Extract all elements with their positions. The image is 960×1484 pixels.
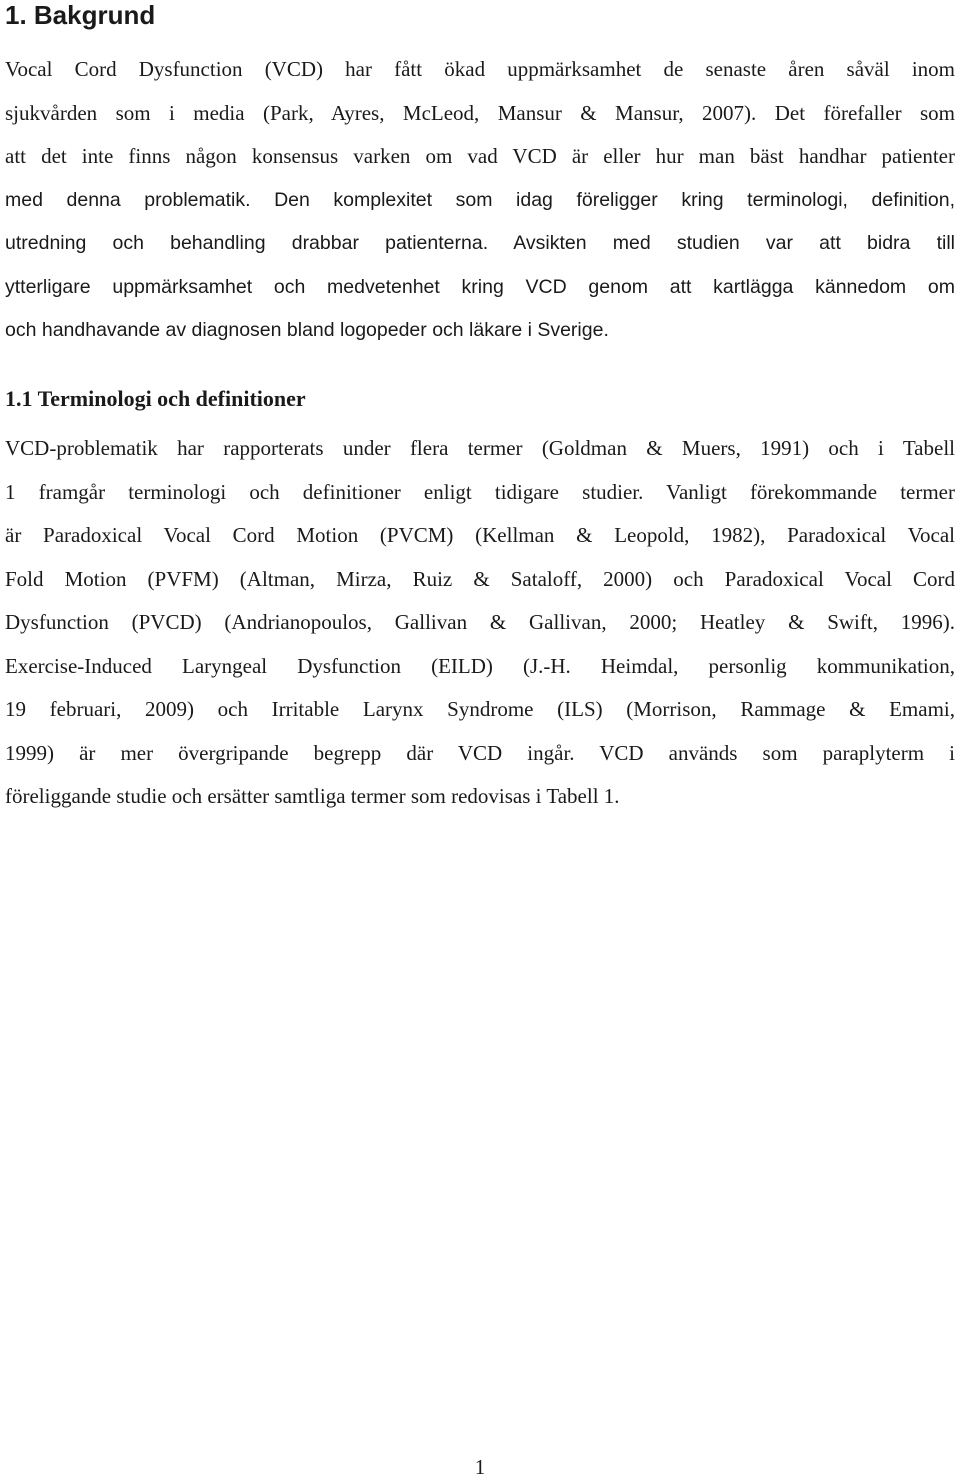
paragraph-line: 19 februari, 2009) och Irritable Larynx Syndrome (ILS) (Morrison, Rammage & Emami, [5, 697, 955, 721]
paragraph-line: att det inte finns någon konsensus varken om vad VCD är eller hur man bäst handhar patienter [5, 144, 955, 168]
page-number: 1 [474, 1455, 486, 1479]
paragraph-line: med denna problematik. Den komplexitet som idag föreligger kring terminologi, definition, [5, 188, 955, 211]
paragraph-line: Dysfunction (PVCD) (Andrianopoulos, Gallivan & Gallivan, 2000; Heatley & Swift, 1996). [5, 610, 955, 634]
paragraph-line: Exercise-Induced Laryngeal Dysfunction (EILD) (J.-H. Heimdal, personlig kommunikation, [5, 653, 955, 678]
paragraph-line: utredning och behandling drabbar patienterna. Avsikten med studien var att bidra till [5, 232, 955, 254]
paragraph-line: och handhavande av diagnosen bland logopeder och läkare i Sverige. [5, 319, 609, 341]
terminology-paragraph [5, 427, 955, 819]
paragraph-line: VCD-problematik har rapporterats under flera termer (Goldman & Muers, 1991) och i Tabell [5, 436, 955, 460]
paragraph-line: Vocal Cord Dysfunction (VCD) har fått ökad uppmärksamhet de senaste åren såväl inom [5, 57, 955, 81]
paragraph-line: sjukvården som i media (Park, Ayres, McLeod, Mansur & Mansur, 2007). Det förefaller som [5, 100, 955, 125]
paragraph-line: ytterligare uppmärksamhet och medvetenhet kring VCD genom att kartlägga kännedom om [5, 275, 955, 298]
subsection-heading: 1.1 Terminologi och definitioner [5, 386, 306, 411]
paragraph-line: 1 framgår terminologi och definitioner enligt tidigare studier. Vanligt förekommande termer [5, 479, 955, 504]
paragraph-line: föreliggande studie och ersätter samtliga termer som redovisas i Tabell 1. [5, 784, 620, 808]
paragraph-line: 1999) är mer övergripande begrepp där VCD ingår. VCD används som paraplyterm i [5, 740, 955, 765]
section-heading: 1. Bakgrund [5, 0, 156, 30]
background-paragraph [5, 48, 955, 353]
paragraph-line: Fold Motion (PVFM) (Altman, Mirza, Ruiz & Sataloff, 2000) och Paradoxical Vocal Cord [5, 566, 955, 591]
paragraph-line: är Paradoxical Vocal Cord Motion (PVCM) (Kellman & Leopold, 1982), Paradoxical Vocal [5, 523, 955, 547]
